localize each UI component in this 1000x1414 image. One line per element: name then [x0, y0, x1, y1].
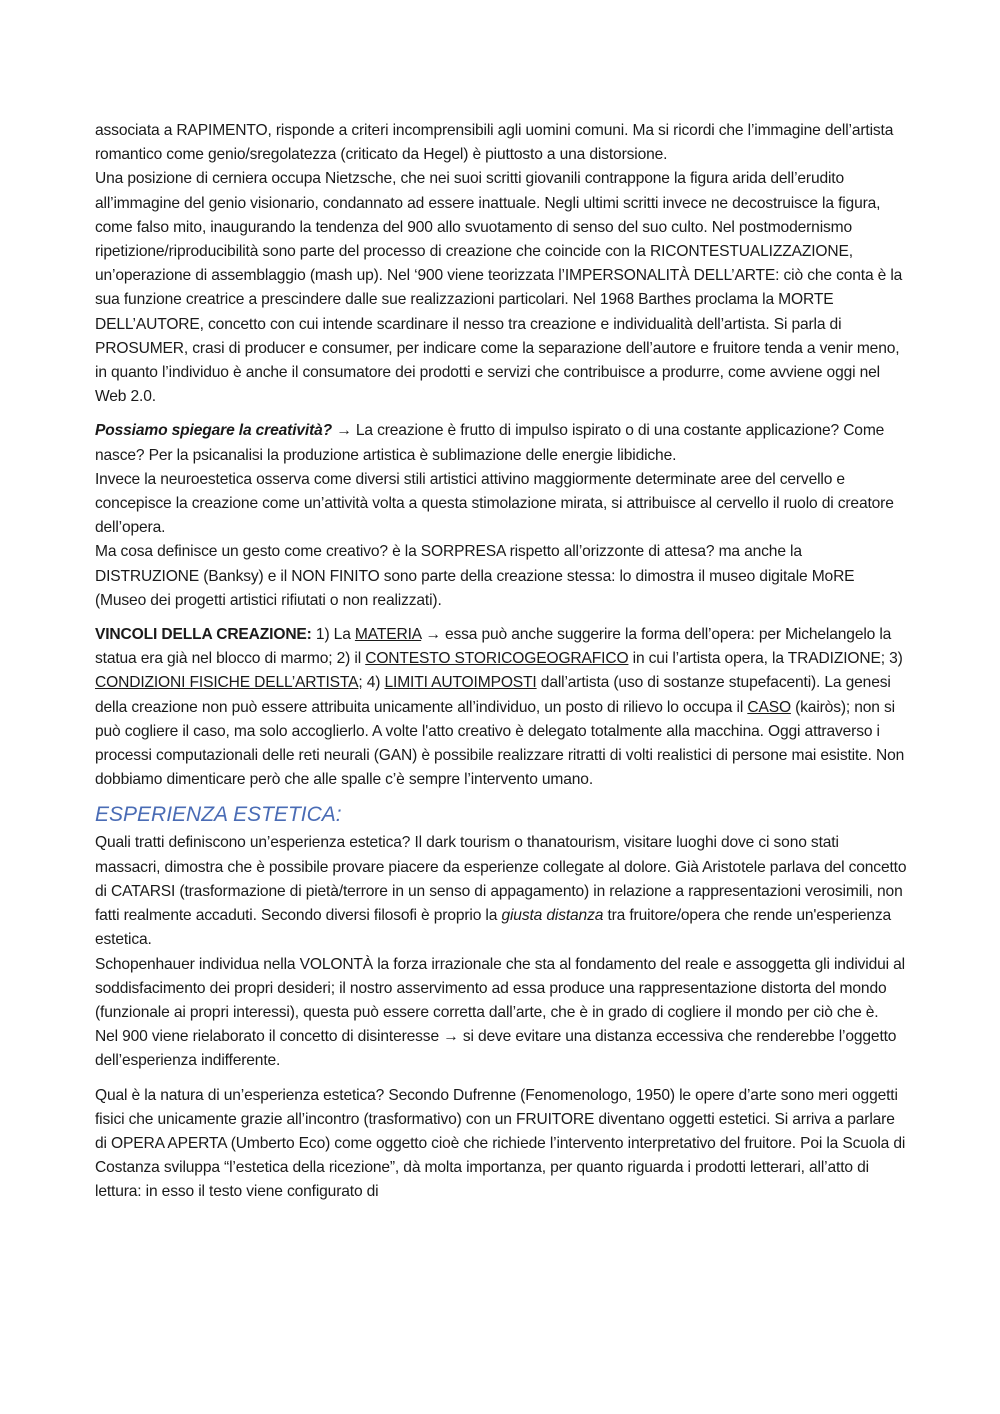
- paragraph-neuroaesthetics: Invece la neuroestetica osserva come diversi stili artistici attivino maggiormente determinate aree del cervello e concepisce la creazione come un’attività volta a questa stimolazione mirata, si attribuisce al cervello il ruolo di creatore dell’opera.: [95, 470, 894, 537]
- paragraph-dufrenne: Qual è la natura di un’esperienza estetica? Secondo Dufrenne (Fenomenologo, 1950) le opere d’arte sono meri oggetti fisici che unicamente grazie all’incontro (trasformativo) con un FRUITORE diventano oggetti estetici. Si arriva a parlare di OPERA APERTA (Umberto Eco) come oggetto cioè che richiede l’intervento interpretativo del fruitore. Poi la Scuola di Costanza sviluppa “l’estetica della ricezione”, dà molta importanza, per quanto riguarda i prodotti letterari, all’atto di lettura: in esso il testo viene configurato di: [95, 1086, 906, 1201]
- paragraph-creativity-question: Possiamo spiegare la creatività? → La creazione è frutto di impulso ispirato o di una costante applicazione? Come nasce? Per la psicanalisi la produzione artistica è sublimazione delle energie libidiche.: [95, 422, 885, 464]
- arrow-icon: →: [336, 422, 352, 440]
- arrow-icon: →: [425, 626, 441, 644]
- paragraph-constraints: VINCOLI DELLA CREAZIONE: 1) La MATERIA → essa può anche suggerire la forma dell’opera: per Michelangelo la statua era già nel blocco di marmo; 2) il CONTESTO STORICOGEOGRAFICO in cui l’artista opera, la TRADIZIONE; 3) CONDIZIONI FISICHE DELL’ARTISTA; 4) LIMITI AUTOIMPOSTI dall’artista (uso di sostanze stupefacenti). La genesi della creazione non può essere attribuita unicamente all’individuo, un posto di rilievo lo occupa il CASO (kairòs); non si può cogliere il caso, ma solo accoglierlo. A volte l'atto creativo è delegato totalmente alla macchina. Oggi attraverso i processi computazionali delle reti neurali (GAN) è possibile realizzare ritratti di volti realistici di persone mai esistite. Non dobbiamo dimenticare però che alle spalle c’è sempre l’intervento umano.: [95, 626, 905, 789]
- document-page: [95, 119, 907, 1205]
- paragraph-aesthetic-experience: Quali tratti definiscono un’esperienza estetica? Il dark tourism o thanatourism, visitare luoghi dove ci sono stati massacri, dimostra che è possibile provare piacere da esperienze collegate al dolore. Già Aristotele parlava del concetto di CATARSI (trasformazione di pietà/terrore in un senso di appagamento) in relazione a rappresentazioni verosimili, non fatti realmente accaduti. Secondo diversi filosofi è proprio la giusta distanza tra fruitore/opera che rende un'esperienza estetica.: [95, 834, 907, 949]
- constraints-lead: VINCOLI DELLA CREAZIONE:: [95, 626, 312, 644]
- paragraph-disinterest: Nel 900 viene rielaborato il concetto di disinteresse → si deve evitare una distanza eccessiva che renderebbe l’oggetto dell’esperienza indifferente.: [95, 1028, 897, 1070]
- paragraph-schopenhauer: Schopenhauer individua nella VOLONTÀ la forza irrazionale che sta al fondamento del reale e assoggetta gli individui al soddisfacimento dei propri desideri; il nostro asservimento ad essa produce una rappresentazione distorta del mondo (funzionale ai propri interessi), questa può essere corretta dall’arte, che è in grado di cogliere il mondo per ciò che è.: [95, 955, 905, 1021]
- paragraph-nietzsche: Una posizione di cerniera occupa Nietzsche, che nei suoi scritti giovanili contrappone la figura arida dell’erudito all’immagine del genio visionario, condannato ad essere inattuale. Negli ultimi scritti invece ne decostruisce la figura, come falso mito, inaugurando la tendenza del 900 allo svuotamento di senso del suo culto. Nel postmodernismo ripetizione/riproducibilità sono parte del processo di creazione che coincide con la RICONTESTUALIZZAZIONE, un’operazione di assemblaggio (mash up). Nel ‘900 viene teorizzata l’IMPERSONALITÀ DELL’ARTE: ciò che conta è la sua funzione creatrice a prescindere dalle sue realizzazioni particolari. Nel 1968 Barthes proclama la MORTE DELL’AUTORE, concetto con cui intende scardinare il nesso tra creazione e individualità dell’artista. Si parla di PROSUMER, crasi di producer e consumer, per indicare come la separazione dell’autore e fruitore tenda a venir meno, in quanto l’individuo è anche il consumatore dei prodotti e servizi che contribuisce a produrre, come avviene oggi nel Web 2.0.: [95, 170, 903, 406]
- creativity-question-lead: Possiamo spiegare la creatività?: [95, 422, 333, 440]
- paragraph-creative-gesture: Ma cosa definisce un gesto come creativo? è la SORPRESA rispetto all’orizzonte di attesa? ma anche la DISTRUZIONE (Banksy) e il NON FINITO sono parte della creazione stessa: lo dimostra il museo digitale MoRE (Museo dei progetti artistici rifiutati o non realizzati).: [95, 543, 855, 609]
- paragraph-romantic-artist: associata a RAPIMENTO, risponde a criteri incomprensibili agli uomini comuni. Ma si ricordi che l’immagine dell’artista romantico come genio/sregolatezza (criticato da Hegel) è piuttosto a una distorsione.: [95, 122, 894, 164]
- arrow-icon: →: [443, 1028, 459, 1046]
- section-heading: ESPERIENZA ESTETICA:: [95, 803, 342, 827]
